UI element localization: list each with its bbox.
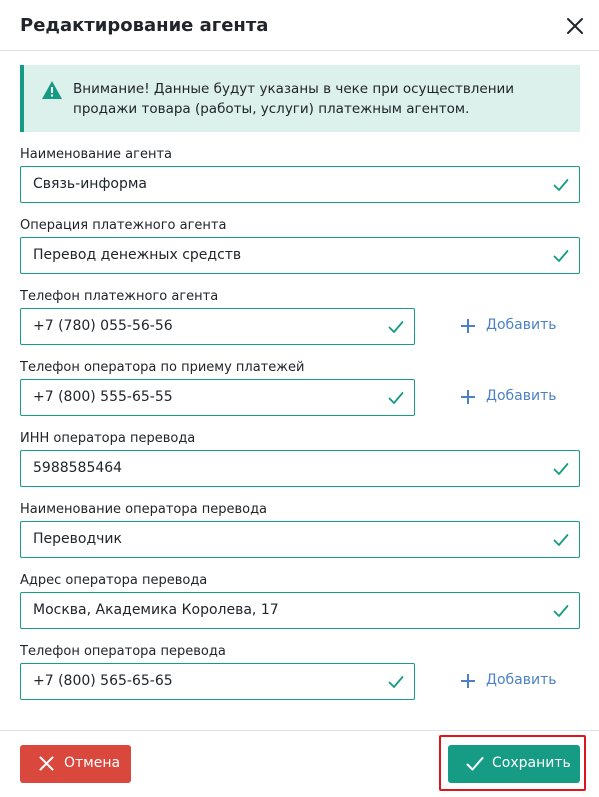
check-icon [388, 320, 404, 334]
save-label: Сохранить [492, 755, 571, 771]
dialog-header [0, 0, 599, 51]
transfer-operator-name-value: Переводчик [33, 531, 122, 547]
check-icon [553, 249, 569, 263]
agent-operation-label: Операция платежного агента [20, 218, 227, 233]
agent-name-label: Наименование агента [20, 147, 172, 162]
transfer-operator-address-field[interactable] [20, 592, 580, 629]
warning-alert [20, 65, 580, 132]
check-icon [553, 604, 569, 618]
add-label: Добавить [486, 672, 557, 688]
dialog-title: Редактирование агента [20, 15, 269, 36]
check-icon [466, 756, 484, 772]
transfer-operator-name-field[interactable] [20, 521, 580, 558]
agent-phone-value: +7 (780) 055-56-56 [33, 318, 173, 334]
agent-operation-field[interactable] [20, 237, 580, 274]
transfer-operator-address-value: Москва, Академика Королева, 17 [33, 602, 279, 618]
add-label: Добавить [486, 317, 557, 333]
agent-name-field[interactable] [20, 166, 580, 203]
check-icon [553, 533, 569, 547]
check-icon [553, 178, 569, 192]
transfer-operator-name-label: Наименование оператора перевода [20, 502, 268, 517]
agent-phone-label: Телефон платежного агента [20, 289, 219, 304]
transfer-operator-inn-label: ИНН оператора перевода [20, 431, 196, 446]
plus-icon [460, 318, 476, 334]
close-button[interactable] [562, 13, 588, 39]
save-button[interactable] [448, 745, 580, 783]
close-icon [562, 13, 588, 39]
transfer-operator-phone-label: Телефон оператора перевода [20, 644, 226, 659]
cancel-button[interactable] [20, 745, 131, 783]
warning-icon [41, 80, 63, 100]
check-icon [388, 675, 404, 689]
payment-operator-phone-value: +7 (800) 555-65-55 [33, 389, 173, 405]
plus-icon [460, 389, 476, 405]
check-icon [553, 462, 569, 476]
payment-operator-phone-field[interactable] [20, 379, 415, 416]
payment-operator-phone-label: Телефон оператора по приему платежей [20, 360, 305, 375]
check-icon [388, 391, 404, 405]
add-label: Добавить [486, 388, 557, 404]
alert-line-1: Внимание! Данные будут указаны в чеке при осуществлении [73, 81, 515, 97]
alert-line-2: продажи товара (работы, услуги) платежным агентом. [73, 101, 470, 117]
close-icon [39, 756, 54, 771]
transfer-operator-phone-field[interactable] [20, 663, 415, 700]
transfer-operator-address-label: Адрес оператора перевода [20, 573, 208, 588]
agent-phone-field[interactable] [20, 308, 415, 345]
cancel-label: Отмена [64, 755, 121, 771]
alert-text [73, 79, 553, 119]
plus-icon [460, 673, 476, 689]
transfer-operator-inn-field[interactable] [20, 450, 580, 487]
agent-operation-value: Перевод денежных средств [33, 247, 242, 263]
transfer-operator-phone-value: +7 (800) 565-65-65 [33, 673, 173, 689]
transfer-operator-inn-value: 5988585464 [33, 460, 123, 476]
agent-name-value: Связь-информа [33, 176, 148, 192]
